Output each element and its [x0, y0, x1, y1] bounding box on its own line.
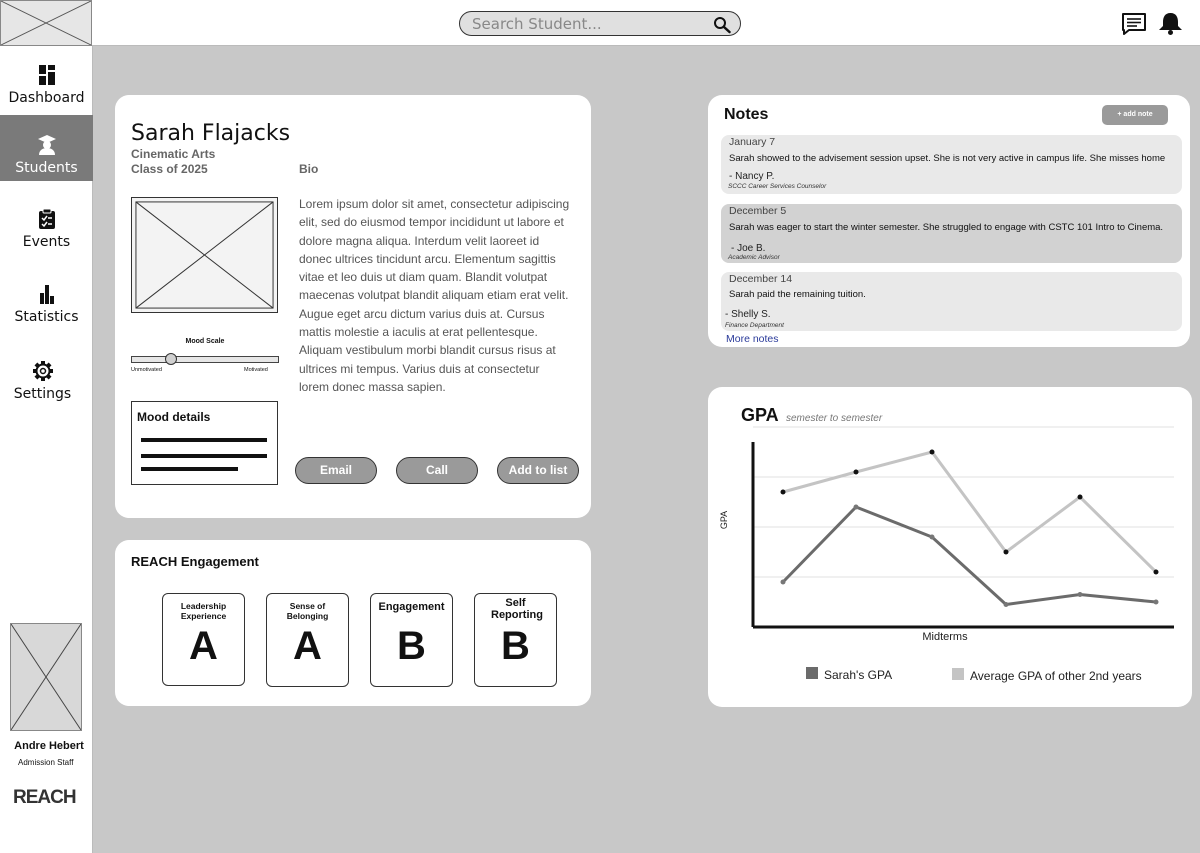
data-point-0-4 — [1078, 592, 1083, 597]
note-text: Sarah showed to the advisement session upset. She is not very active in campus life. She misses home — [729, 153, 1166, 164]
note-date: January 7 — [729, 136, 776, 148]
sidebar-item-events[interactable] — [0, 208, 93, 274]
sidebar — [0, 46, 93, 853]
data-point-1-0 — [781, 490, 786, 495]
mood-detail-line — [141, 438, 267, 442]
data-point-0-1 — [854, 505, 859, 510]
student-profile-card — [115, 95, 591, 518]
note-author: - Nancy P. — [729, 171, 775, 182]
grade-label: Sense of Belonging — [286, 601, 329, 621]
more-notes-link[interactable]: More notes — [726, 333, 779, 345]
student-major: Cinematic Arts — [131, 147, 216, 161]
student-name: Sarah Flajacks — [131, 121, 291, 146]
mood-max-label: Motivated — [244, 367, 268, 373]
sidebar-item-settings[interactable] — [0, 360, 89, 426]
note-item[interactable] — [721, 204, 1182, 263]
note-date: December 5 — [729, 205, 787, 217]
student-class: Class of 2025 — [131, 162, 208, 176]
legend-swatch-sarah — [806, 667, 818, 679]
note-item[interactable] — [721, 135, 1182, 194]
data-point-0-2 — [930, 535, 935, 540]
mood-details-title: Mood details — [137, 410, 211, 424]
chart-title: GPA — [741, 405, 779, 425]
student-photo — [131, 197, 278, 313]
sidebar-item-label: Students — [15, 160, 78, 176]
sidebar-item-statistics[interactable] — [0, 283, 93, 349]
series-line-0 — [783, 507, 1156, 605]
bio-label: Bio — [299, 162, 319, 176]
mood-slider-thumb[interactable] — [165, 353, 177, 365]
grade-card-belonging[interactable] — [266, 593, 349, 687]
data-point-0-5 — [1154, 600, 1159, 605]
grade-value: A — [189, 624, 218, 668]
note-item[interactable] — [721, 272, 1182, 331]
dashboard-icon — [37, 64, 57, 86]
avatar[interactable] — [10, 623, 82, 731]
graduation-cap-icon — [37, 134, 57, 156]
engagement-card — [115, 540, 591, 706]
data-point-0-0 — [781, 580, 786, 585]
top-bar — [0, 0, 1200, 46]
bio-text: Lorem ipsum dolor sit amet, consectetur adipiscing elit, sed do eiusmod tempor incididunt ut labore et dolore magna aliqua. Interdum velit laoreet id donec ultrices tincidunt arcu. Elementum sagittis vitae et leo duis ut diam quam. Blandit volutpat maecenas volutpat blandit aliquam etiam erat velit. Augue eget arcu dictum varius duis at. Cursus mattis molestie a iaculis at erat pellentesque. Aliquam vestibulum morbi blandit cursus risus at ultrices mi tempus. Varius duis at consectetur lorem donec massa sapien. — [299, 197, 570, 394]
note-text: Sarah was eager to start the winter semester. She struggled to engage with CSTC 101 Intro to Cinema. — [729, 222, 1164, 233]
gpa-chart-card — [708, 387, 1192, 707]
data-point-1-4 — [1078, 495, 1083, 500]
note-author-role: SCCC Career Services Counselor — [728, 183, 827, 190]
search-bar[interactable] — [459, 11, 741, 36]
email-button[interactable]: Email — [295, 457, 377, 484]
sidebar-item-students[interactable] — [0, 115, 93, 181]
notes-title: Notes — [724, 106, 769, 123]
bar-chart-icon — [37, 283, 57, 305]
data-point-1-5 — [1154, 570, 1159, 575]
user-name: Andre Hebert — [14, 740, 84, 752]
bell-icon[interactable] — [1157, 11, 1184, 35]
note-author: - Joe B. — [731, 243, 766, 254]
y-axis-label: GPA — [719, 510, 729, 530]
grade-label: Leadership Experience — [180, 601, 227, 621]
mood-details-box — [131, 401, 278, 485]
gear-icon — [33, 360, 53, 382]
note-author-role: Academic Advisor — [728, 254, 780, 261]
series-line-1 — [783, 452, 1156, 572]
legend-label-sarah: Sarah's GPA — [824, 668, 893, 682]
mood-detail-line — [141, 467, 238, 471]
grade-card-engagement[interactable] — [370, 593, 453, 687]
sidebar-item-label: Events — [22, 234, 71, 250]
search-input[interactable] — [472, 14, 702, 34]
mood-scale-title: Mood Scale — [185, 338, 225, 345]
grade-value: B — [397, 624, 426, 668]
x-axis-label: Midterms — [922, 631, 968, 643]
note-author-role: Finance Department — [725, 322, 784, 329]
legend-label-average: Average GPA of other 2nd years — [970, 669, 1142, 683]
chart-subtitle: semester to semester — [786, 413, 883, 424]
grade-label: Engagement — [378, 601, 445, 613]
add-to-list-button[interactable]: Add to list — [497, 457, 579, 484]
logo-placeholder — [0, 0, 92, 46]
grade-label: Self Reporting — [491, 597, 543, 621]
brand-logo: REACH — [13, 787, 76, 808]
clipboard-icon — [37, 208, 57, 230]
sidebar-item-label: Settings — [13, 386, 72, 402]
grade-card-leadership[interactable] — [162, 593, 245, 686]
legend-swatch-average — [952, 668, 964, 680]
grade-value: A — [293, 624, 322, 668]
data-point-0-3 — [1004, 602, 1009, 607]
mood-slider[interactable] — [131, 356, 279, 363]
engagement-title: REACH Engagement — [131, 554, 259, 569]
note-author: - Shelly S. — [725, 309, 771, 320]
data-point-1-3 — [1004, 550, 1009, 555]
note-date: December 14 — [729, 273, 793, 285]
data-point-1-2 — [930, 450, 935, 455]
grade-value: B — [501, 624, 530, 668]
sidebar-item-label: Statistics — [14, 309, 79, 325]
add-note-button[interactable]: + add note — [1102, 105, 1168, 125]
user-role: Admission Staff — [18, 758, 74, 767]
data-point-1-1 — [854, 470, 859, 475]
notes-card — [708, 95, 1190, 347]
note-text: Sarah paid the remaining tuition. — [729, 289, 866, 300]
mood-detail-line — [141, 454, 267, 458]
mood-min-label: Unmotivated — [131, 367, 162, 373]
grade-card-self-reporting[interactable] — [474, 593, 557, 687]
sidebar-item-label: Dashboard — [8, 90, 85, 106]
gpa-line-chart — [708, 387, 1192, 707]
search-icon[interactable] — [713, 16, 731, 34]
call-button[interactable]: Call — [396, 457, 478, 484]
message-icon[interactable] — [1121, 12, 1147, 36]
